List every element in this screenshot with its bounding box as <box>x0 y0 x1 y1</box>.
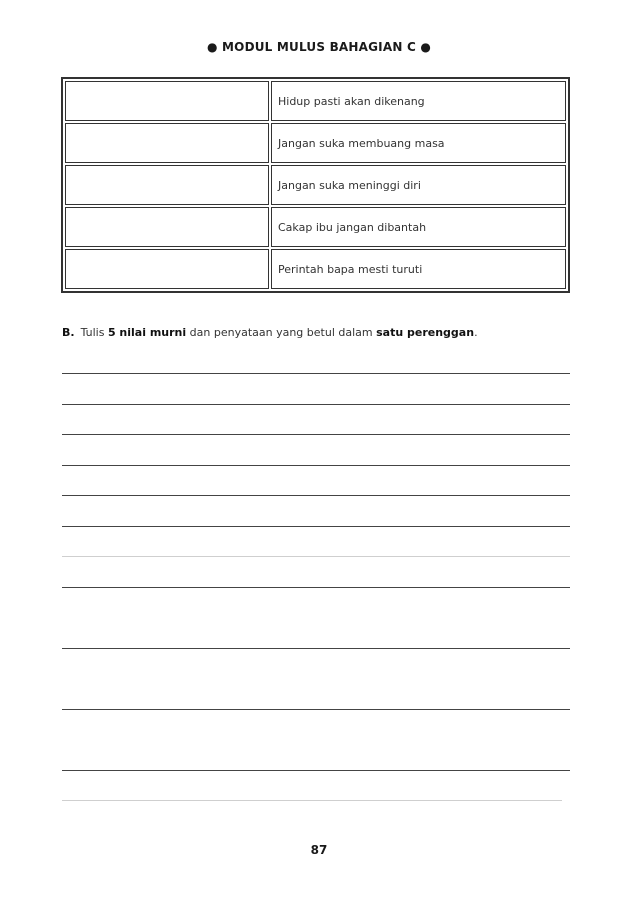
question-b <box>62 326 478 339</box>
question-text: Tulis <box>80 326 108 339</box>
writing-line[interactable] <box>62 465 570 466</box>
writing-line[interactable] <box>62 495 570 496</box>
answer-blank-cell[interactable] <box>65 249 269 289</box>
answer-blank-cell[interactable] <box>65 165 269 205</box>
writing-line[interactable] <box>62 404 570 405</box>
table-row <box>65 123 566 163</box>
question-text: dan penyataan yang betul dalam <box>186 326 377 339</box>
writing-line[interactable] <box>62 587 570 588</box>
question-emphasis: satu perenggan <box>376 326 475 339</box>
statement-cell: Hidup pasti akan dikenang <box>271 81 566 121</box>
writing-line[interactable] <box>62 556 570 557</box>
statement-cell: Perintah bapa mesti turuti <box>271 249 566 289</box>
statement-cell: Jangan suka membuang masa <box>271 123 566 163</box>
table-row <box>65 207 566 247</box>
statement-cell: Cakap ibu jangan dibantah <box>271 207 566 247</box>
question-text: . <box>474 326 478 339</box>
table-row <box>65 165 566 205</box>
statement-cell: Jangan suka meninggi diri <box>271 165 566 205</box>
answer-blank-cell[interactable] <box>65 123 269 163</box>
writing-line[interactable] <box>62 434 570 435</box>
question-number: B. <box>62 326 75 339</box>
answer-blank-cell[interactable] <box>65 207 269 247</box>
writing-line[interactable] <box>62 373 570 374</box>
matching-table <box>61 77 570 293</box>
page-header: ● MODUL MULUS BAHAGIAN C ● <box>206 40 432 54</box>
writing-line[interactable] <box>62 709 570 710</box>
table-row <box>65 249 566 289</box>
page-number: 87 <box>310 843 328 857</box>
writing-line[interactable] <box>62 770 570 771</box>
question-emphasis: 5 nilai murni <box>107 326 187 339</box>
writing-line[interactable] <box>62 648 570 649</box>
writing-line[interactable] <box>62 526 570 527</box>
answer-blank-cell[interactable] <box>65 81 269 121</box>
writing-line[interactable] <box>62 800 562 801</box>
table-row <box>65 81 566 121</box>
